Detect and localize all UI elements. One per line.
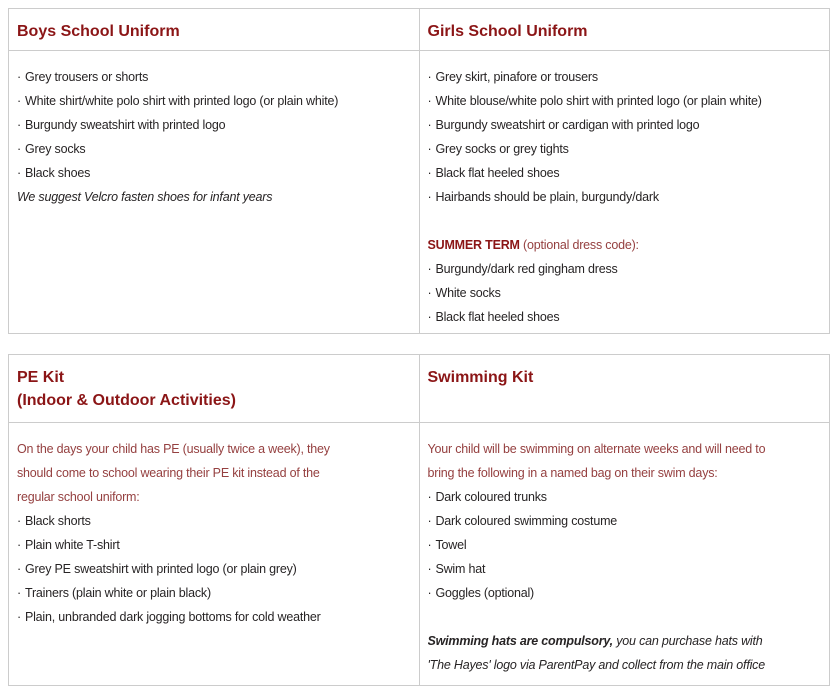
bullet-icon: · <box>17 70 21 84</box>
list-item <box>428 485 822 509</box>
bullet-icon: · <box>427 286 432 300</box>
list-item-label: Dark coloured swimming costume <box>435 514 618 528</box>
swimming-note-line2: 'The Hayes' logo via ParentPay and collect from the main office <box>427 658 765 672</box>
list-item <box>17 509 411 533</box>
list-item <box>428 509 822 533</box>
school-uniform-table <box>8 8 830 334</box>
list-item-label: Towel <box>435 538 467 552</box>
bullet-icon: · <box>427 490 432 504</box>
boys-uniform-header <box>9 9 420 51</box>
list-item-label: Grey skirt, pinafore or trousers <box>435 70 598 84</box>
section-title-pe-line2: (Indoor & Outdoor Activities) <box>17 392 236 409</box>
list-item-label: Swim hat <box>435 562 486 576</box>
list-item <box>428 89 822 113</box>
spacer <box>428 209 822 233</box>
list-item-label: Grey trousers or shorts <box>24 70 149 84</box>
list-item-label: Grey socks <box>24 142 86 156</box>
bullet-icon: · <box>17 562 21 576</box>
list-item <box>428 281 822 305</box>
bullet-icon: · <box>427 70 432 84</box>
list-item <box>428 305 822 329</box>
bullet-icon: · <box>427 142 432 156</box>
list-item-label: Grey PE sweatshirt with printed logo (or plain grey) <box>24 562 297 576</box>
bullet-icon: · <box>17 538 21 552</box>
list-item <box>17 533 411 557</box>
spacer <box>428 605 822 629</box>
section-title-girls: Girls School Uniform <box>427 23 588 40</box>
bullet-icon: · <box>427 310 432 324</box>
list-item-label: White shirt/white polo shirt with printed logo (or plain white) <box>24 94 339 108</box>
list-item-label: Black flat heeled shoes <box>435 166 560 180</box>
list-item <box>428 65 822 89</box>
bullet-icon: · <box>427 118 432 132</box>
swimming-kit-cell <box>419 423 830 686</box>
list-item <box>17 137 411 161</box>
boys-shoes-note: We suggest Velcro fasten shoes for infant years <box>17 190 273 204</box>
list-item-label: Trainers (plain white or plain black) <box>24 586 211 600</box>
list-item-label: Plain, unbranded dark jogging bottoms for cold weather <box>24 610 321 624</box>
section-title-swimming: Swimming Kit <box>427 369 534 386</box>
summer-term-heading <box>428 233 822 257</box>
list-item <box>428 185 822 209</box>
list-item <box>428 581 822 605</box>
list-item <box>428 137 822 161</box>
pe-kit-header <box>9 355 420 423</box>
girls-uniform-cell <box>419 51 830 334</box>
bullet-icon: · <box>427 94 432 108</box>
kits-table <box>8 354 830 686</box>
section-title-boys: Boys School Uniform <box>17 23 180 40</box>
bullet-icon: · <box>427 166 432 180</box>
pe-intro-line: On the days your child has PE (usually twice a week), they <box>17 442 330 456</box>
swimming-note-line1 <box>428 629 822 653</box>
list-item-label: Burgundy sweatshirt with printed logo <box>24 118 226 132</box>
swimming-note-bold: Swimming hats are compulsory, <box>427 634 613 648</box>
bullet-icon: · <box>17 118 21 132</box>
pe-intro-line: regular school uniform: <box>17 490 140 504</box>
summer-term-label: SUMMER TERM <box>427 238 520 252</box>
bullet-icon: · <box>17 586 21 600</box>
list-item-label: Plain white T-shirt <box>24 538 120 552</box>
bullet-icon: · <box>427 262 432 276</box>
list-item <box>17 605 411 629</box>
list-item <box>428 557 822 581</box>
list-item <box>428 533 822 557</box>
swimming-note-rest: you can purchase hats with <box>612 634 763 648</box>
list-item <box>428 257 822 281</box>
pe-kit-cell <box>9 423 420 686</box>
list-item-label: Black shoes <box>24 166 91 180</box>
list-item-label: Burgundy/dark red gingham dress <box>435 262 618 276</box>
boys-uniform-cell <box>9 51 420 334</box>
list-item-label: Burgundy sweatshirt or cardigan with printed logo <box>435 118 700 132</box>
summer-term-suffix: (optional dress code): <box>519 238 639 252</box>
list-item-label: White socks <box>435 286 501 300</box>
bullet-icon: · <box>17 514 21 528</box>
list-item-label: Black flat heeled shoes <box>435 310 560 324</box>
bullet-icon: · <box>17 166 21 180</box>
list-item <box>17 89 411 113</box>
bullet-icon: · <box>427 538 432 552</box>
bullet-icon: · <box>427 586 432 600</box>
list-item-label: Goggles (optional) <box>435 586 535 600</box>
pe-intro-line: should come to school wearing their PE kit instead of the <box>17 466 320 480</box>
list-item <box>428 161 822 185</box>
swimming-intro-line: bring the following in a named bag on their swim days: <box>427 466 718 480</box>
bullet-icon: · <box>17 94 21 108</box>
swimming-intro-line: Your child will be swimming on alternate weeks and will need to <box>427 442 766 456</box>
bullet-icon: · <box>427 562 432 576</box>
section-title-pe-line1: PE Kit <box>17 369 65 386</box>
list-item-label: Hairbands should be plain, burgundy/dark <box>435 190 659 204</box>
girls-uniform-header <box>419 9 830 51</box>
list-item <box>17 557 411 581</box>
swimming-kit-header <box>419 355 830 423</box>
bullet-icon: · <box>17 610 21 624</box>
list-item-label: Dark coloured trunks <box>435 490 547 504</box>
list-item-label: Black shorts <box>24 514 91 528</box>
bullet-icon: · <box>427 190 432 204</box>
bullet-icon: · <box>17 142 21 156</box>
list-item <box>17 161 411 185</box>
list-item <box>17 113 411 137</box>
bullet-icon: · <box>427 514 432 528</box>
list-item-label: White blouse/white polo shirt with printed logo (or plain white) <box>435 94 762 108</box>
list-item <box>428 113 822 137</box>
list-item <box>17 65 411 89</box>
list-item <box>17 581 411 605</box>
list-item-label: Grey socks or grey tights <box>435 142 569 156</box>
